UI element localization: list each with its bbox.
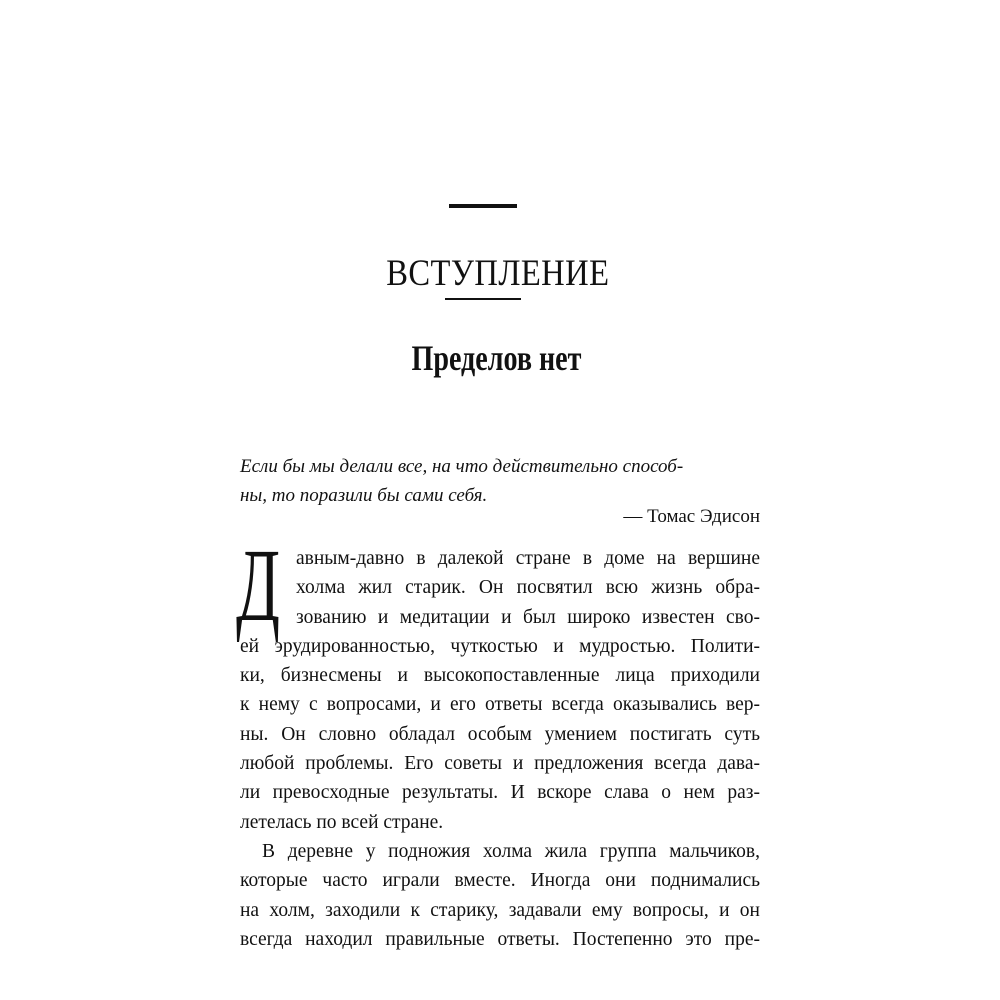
paragraph-line: авным-давно в далекой стране в доме на вершине (296, 548, 760, 569)
paragraph-line: летелась по всей стране. (240, 811, 444, 833)
paragraph-line: холма жил старик. Он посвятил всю жизнь обра- (296, 577, 760, 599)
paragraph-line: на холм, заходили к старику, задавали ему вопросы, и он (240, 899, 760, 921)
paragraph-line: к нему с вопросами, и его ответы всегда оказывались вер- (240, 694, 760, 716)
body-text (240, 544, 760, 954)
paragraph-line: ли превосходные результаты. И вскоре слава о нем раз- (240, 782, 760, 804)
paragraph-line: ей эрудированностью, чуткостью и мудростью. Полити- (240, 635, 760, 657)
paragraph-line: всегда находил правильные ответы. Постепенно это пре- (240, 928, 760, 950)
paragraph-line: зованию и медитации и был широко известен сво- (296, 606, 760, 628)
chapter-label: ВСТУПЛЕНИЕ (386, 253, 610, 294)
paragraph-line: В деревне у подножия холма жила группа мальчиков, (262, 840, 760, 862)
paragraph-line: ны. Он словно обладал особым умением постигать суть (240, 723, 760, 745)
epigraph-line: Если бы мы делали все, на что действительно способ- (240, 456, 684, 477)
chapter-title: Пределов нет (411, 338, 582, 378)
drop-cap: Д (236, 528, 280, 643)
epigraph-line: ны, то поразили бы сами себя. (240, 485, 488, 506)
paragraph-line: которые часто играли вместе. Иногда они поднимались (240, 870, 760, 892)
chapter-top-rule (449, 204, 517, 208)
paragraph-line: ки, бизнесмены и высокопоставленные лица приходили (240, 665, 760, 687)
epigraph-attribution: — Томас Эдисон (623, 506, 760, 527)
paragraph-line: любой проблемы. Его советы и предложения всегда дава- (240, 753, 760, 775)
chapter-label-underline (445, 298, 521, 300)
